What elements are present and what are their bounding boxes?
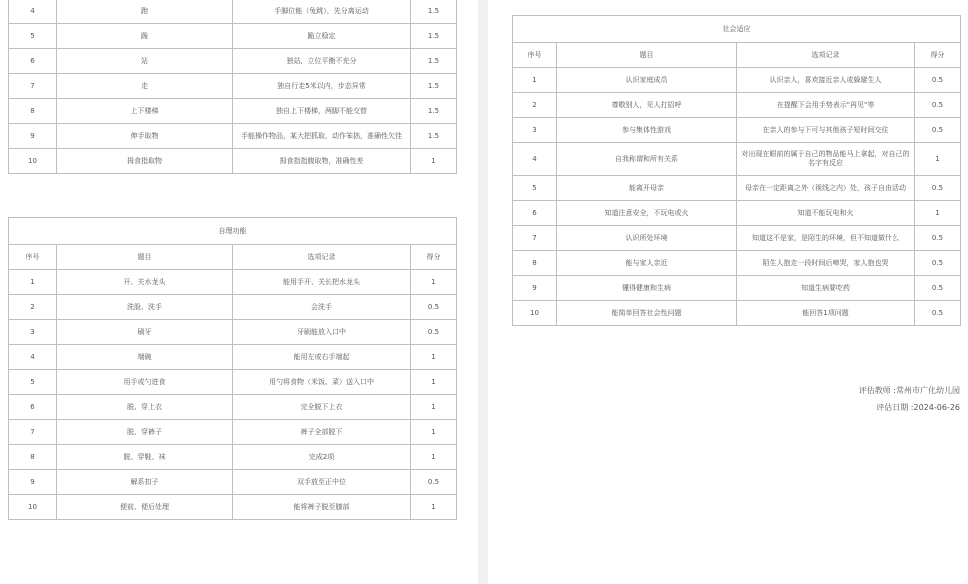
row-score: 1.5 xyxy=(411,74,457,99)
table-row xyxy=(9,320,457,345)
row-record: 母亲在一定距离之外（视线之内）处，孩子自由活动 xyxy=(737,176,915,201)
row-number: 8 xyxy=(9,445,57,470)
self-care-table xyxy=(8,217,457,520)
row-item: 尊敬别人，见人打招呼 xyxy=(557,93,737,118)
row-score: 1.5 xyxy=(411,49,457,74)
row-score: 1 xyxy=(411,495,457,520)
page-gutter xyxy=(478,0,488,584)
row-item: 站 xyxy=(57,49,233,74)
row-score: 1.5 xyxy=(411,24,457,49)
row-score: 0.5 xyxy=(915,93,961,118)
row-item: 用手或勺进食 xyxy=(57,370,233,395)
row-record: 能用左或右手端起 xyxy=(233,345,411,370)
header-item: 题目 xyxy=(557,43,737,68)
row-score: 1 xyxy=(411,345,457,370)
table-row xyxy=(9,99,457,124)
table-row xyxy=(9,149,457,174)
row-number: 4 xyxy=(9,0,57,24)
row-number: 4 xyxy=(9,345,57,370)
row-item: 认识所处环境 xyxy=(557,226,737,251)
row-record: 能用手开、关长把水龙头 xyxy=(233,270,411,295)
table-row xyxy=(513,201,961,226)
header-score: 得分 xyxy=(411,245,457,270)
row-number: 6 xyxy=(9,49,57,74)
header-no: 序号 xyxy=(513,43,557,68)
table-row xyxy=(513,251,961,276)
row-score: 1 xyxy=(915,201,961,226)
row-item: 能简单回答社会性问题 xyxy=(557,301,737,326)
row-score: 0.5 xyxy=(915,176,961,201)
row-item: 脱、穿上衣 xyxy=(57,395,233,420)
row-score: 1.5 xyxy=(411,0,457,24)
gross-motor-table-body xyxy=(9,0,457,174)
table-row xyxy=(513,276,961,301)
row-score: 1 xyxy=(411,149,457,174)
row-record: 知道不能玩电和火 xyxy=(737,201,915,226)
row-record: 会洗手 xyxy=(233,295,411,320)
row-item: 能离开母亲 xyxy=(557,176,737,201)
table-row xyxy=(9,24,457,49)
row-number: 5 xyxy=(9,24,57,49)
row-number: 2 xyxy=(513,93,557,118)
table-row xyxy=(9,74,457,99)
row-score: 0.5 xyxy=(411,470,457,495)
row-number: 3 xyxy=(513,118,557,143)
row-record: 拇食指指腹取物，准确性差 xyxy=(233,149,411,174)
row-item: 脱、穿鞋、袜 xyxy=(57,445,233,470)
row-item: 自我称谓和所有关系 xyxy=(557,143,737,176)
row-record: 跪立稳定 xyxy=(233,24,411,49)
table-row xyxy=(9,270,457,295)
row-record: 在提醒下会用手势表示"再见"等 xyxy=(737,93,915,118)
table-row xyxy=(9,370,457,395)
table-row xyxy=(9,49,457,74)
evaluator-label: 评估教师 :常州市广化幼儿园 xyxy=(858,386,960,395)
row-item: 刷牙 xyxy=(57,320,233,345)
row-score: 1 xyxy=(915,143,961,176)
row-item: 端碗 xyxy=(57,345,233,370)
header-no: 序号 xyxy=(9,245,57,270)
row-item: 知道注意安全，不玩电或火 xyxy=(557,201,737,226)
table-row xyxy=(513,226,961,251)
table-row xyxy=(513,118,961,143)
table-row xyxy=(513,143,961,176)
table-row xyxy=(9,295,457,320)
row-score: 0.5 xyxy=(411,320,457,345)
row-item: 懂得健康和生病 xyxy=(557,276,737,301)
row-number: 1 xyxy=(9,270,57,295)
row-record: 手脚位能（兔跳），先分离运动 xyxy=(233,0,411,24)
row-item: 脱、穿裤子 xyxy=(57,420,233,445)
row-number: 7 xyxy=(9,420,57,445)
self-care-header-row xyxy=(9,245,457,270)
row-number: 5 xyxy=(513,176,557,201)
row-record: 牙刷能放入口中 xyxy=(233,320,411,345)
row-score: 1 xyxy=(411,370,457,395)
row-item: 能与家人亲近 xyxy=(557,251,737,276)
row-record: 独自行走5米以内，步态异常 xyxy=(233,74,411,99)
row-number: 8 xyxy=(513,251,557,276)
row-record: 独站，立位平衡不充分 xyxy=(233,49,411,74)
row-score: 0.5 xyxy=(915,118,961,143)
table-row xyxy=(9,420,457,445)
row-record: 在亲人的参与下可与其他孩子短时间交往 xyxy=(737,118,915,143)
row-number: 9 xyxy=(9,124,57,149)
row-score: 1 xyxy=(411,445,457,470)
row-item: 走 xyxy=(57,74,233,99)
row-record: 知道这不是家，是陌生的环境，但不知道做什么 xyxy=(737,226,915,251)
table-row xyxy=(513,301,961,326)
evaluation-date: 评估日期 :2024-06-26 xyxy=(876,403,960,412)
row-number: 10 xyxy=(513,301,557,326)
row-record: 能回答1项问题 xyxy=(737,301,915,326)
row-number: 6 xyxy=(513,201,557,226)
table-row xyxy=(9,470,457,495)
row-number: 5 xyxy=(9,370,57,395)
social-adaptation-table-body xyxy=(513,68,961,326)
row-number: 4 xyxy=(513,143,557,176)
header-record: 选项记录 xyxy=(233,245,411,270)
header-item: 题目 xyxy=(57,245,233,270)
row-number: 10 xyxy=(9,495,57,520)
table-row xyxy=(9,445,457,470)
row-record: 独自上下楼梯，两脚不能交替 xyxy=(233,99,411,124)
social-adaptation-table xyxy=(512,15,961,326)
row-number: 9 xyxy=(9,470,57,495)
row-number: 3 xyxy=(9,320,57,345)
row-number: 7 xyxy=(513,226,557,251)
table-row xyxy=(9,124,457,149)
row-score: 0.5 xyxy=(915,301,961,326)
self-care-title: 自理功能 xyxy=(9,218,457,245)
row-record: 陌生人抱走一段时间后啼哭，家人抱也哭 xyxy=(737,251,915,276)
row-record: 对出现在眼前的属于自己的物品能马上拿起，对自己的名字有反应 xyxy=(737,143,915,176)
social-adaptation-title: 社会适应 xyxy=(513,16,961,43)
social-adaptation-header-row xyxy=(513,43,961,68)
row-score: 0.5 xyxy=(915,68,961,93)
row-record: 完成2项 xyxy=(233,445,411,470)
row-score: 1 xyxy=(411,395,457,420)
gross-motor-table xyxy=(8,0,457,174)
row-score: 1 xyxy=(411,270,457,295)
row-item: 开、关水龙头 xyxy=(57,270,233,295)
row-item: 参与集体性游戏 xyxy=(557,118,737,143)
row-item: 认识家庭成员 xyxy=(557,68,737,93)
row-number: 8 xyxy=(9,99,57,124)
table-row xyxy=(513,176,961,201)
row-number: 1 xyxy=(513,68,557,93)
header-record: 选项记录 xyxy=(737,43,915,68)
self-care-table-body xyxy=(9,270,457,520)
row-score: 0.5 xyxy=(915,276,961,301)
row-item: 拇食指取物 xyxy=(57,149,233,174)
row-score: 1 xyxy=(411,420,457,445)
row-record: 手能操作物品，某大把抓取，动作笨拙，准确性欠佳 xyxy=(233,124,411,149)
row-item: 解系扣子 xyxy=(57,470,233,495)
table-row xyxy=(9,495,457,520)
row-number: 7 xyxy=(9,74,57,99)
row-record: 知道生病要吃药 xyxy=(737,276,915,301)
row-item: 跪 xyxy=(57,24,233,49)
row-record: 认识亲人，喜欢接近亲人或躲避生人 xyxy=(737,68,915,93)
table-row xyxy=(9,345,457,370)
row-record: 能将裤子脱至膝部 xyxy=(233,495,411,520)
table-row xyxy=(513,68,961,93)
row-score: 0.5 xyxy=(915,226,961,251)
row-number: 2 xyxy=(9,295,57,320)
header-score: 得分 xyxy=(915,43,961,68)
row-number: 6 xyxy=(9,395,57,420)
row-item: 伸手取物 xyxy=(57,124,233,149)
row-item: 上下楼梯 xyxy=(57,99,233,124)
row-item: 跑 xyxy=(57,0,233,24)
row-item: 便前、便后处理 xyxy=(57,495,233,520)
row-number: 9 xyxy=(513,276,557,301)
row-record: 完全脱下上衣 xyxy=(233,395,411,420)
row-score: 0.5 xyxy=(915,251,961,276)
table-row xyxy=(9,0,457,24)
row-record: 用勺将食物（米饭、菜）送入口中 xyxy=(233,370,411,395)
row-item: 洗脸、洗手 xyxy=(57,295,233,320)
row-record: 双手放至正中位 xyxy=(233,470,411,495)
table-row xyxy=(9,395,457,420)
table-row xyxy=(513,93,961,118)
row-number: 10 xyxy=(9,149,57,174)
row-score: 1.5 xyxy=(411,99,457,124)
row-score: 1.5 xyxy=(411,124,457,149)
row-record: 裤子全部脱下 xyxy=(233,420,411,445)
row-score: 0.5 xyxy=(411,295,457,320)
